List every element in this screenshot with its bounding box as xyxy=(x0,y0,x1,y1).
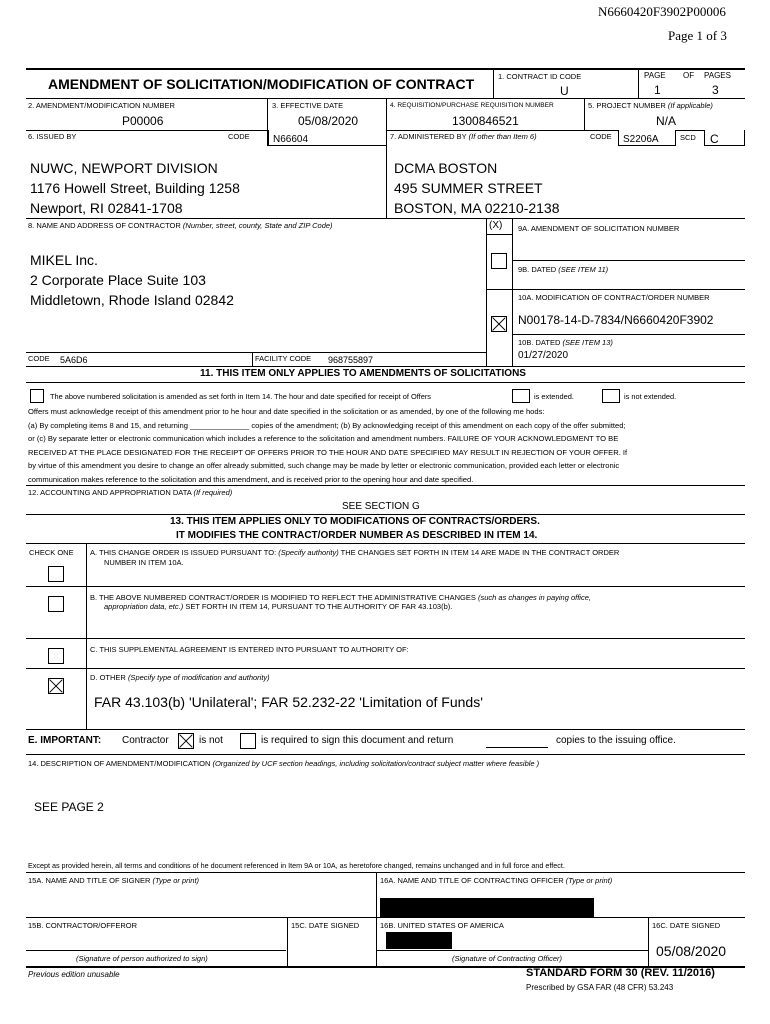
redacted-officer-name xyxy=(380,898,594,918)
of-label: OF xyxy=(683,71,695,80)
contract-id-value: U xyxy=(560,84,569,98)
issued-code-value: N66604 xyxy=(273,134,309,145)
item-10b-value: 01/27/2020 xyxy=(518,350,569,361)
item-10a-label: 10A. MODIFICATION OF CONTRACT/ORDER NUMBER xyxy=(518,293,710,302)
scd-label: SCD xyxy=(680,133,696,142)
amendment-number-label: 2. AMENDMENT/MODIFICATION NUMBER xyxy=(28,101,175,110)
document-id: N6660420F3902P00006 xyxy=(598,4,726,19)
instruction-line: (a) By completing items 8 and 15, and returning ______________ copies of the amendment; (b) By acknowledging receipt of this amendment on each copy of the offer submitted; xyxy=(28,420,626,430)
project-number-label: 5. PROJECT NUMBER xyxy=(588,101,666,110)
admin-address-line: BOSTON, MA 02210-2138 xyxy=(394,200,560,216)
issuer-address-line: NUWC, NEWPORT DIVISION xyxy=(30,160,218,176)
instruction-line: RECEIVED AT THE PLACE DESIGNATED FOR THE RECEIPT OF OFFERS PRIOR TO THE HOUR AND DATE SPECIFIED MAY RESULT IN REJECTION OF YOUR OFFER. If xyxy=(28,447,628,457)
item-16a-label: 16A. NAME AND TITLE OF CONTRACTING OFFICER xyxy=(380,876,564,885)
item-14-qualifier: (Organized by UCF section headings, including solicitation/contract subject matter where feasible ) xyxy=(212,759,540,768)
is-extended-checkbox[interactable] xyxy=(512,389,530,403)
contractor-address-line: 2 Corporate Place Suite 103 xyxy=(30,272,206,288)
instruction-line: by virtue of this amendment you desire to change an offer already submitted, such change may be made by letter or electronic communication, provided each letter or electronic xyxy=(28,461,620,471)
item-16c-value: 05/08/2020 xyxy=(656,943,727,959)
item-13a-text: A. THIS CHANGE ORDER IS ISSUED PURSUANT TO: xyxy=(90,548,277,557)
item-13b-text-2: SET FORTH IN ITEM 14, PURSUANT TO THE AUTHORITY OF FAR 43.103(b). xyxy=(185,602,453,611)
item-9b-label: 9B. DATED xyxy=(518,265,557,274)
copies-label: copies to the issuing office. xyxy=(556,735,676,746)
item-16c-label: 16C. DATE SIGNED xyxy=(652,921,721,930)
project-number-qualifier: (If applicable) xyxy=(667,101,713,110)
item-13c-text: C. THIS SUPPLEMENTAL AGREEMENT IS ENTERED INTO PURSUANT TO AUTHORITY OF: xyxy=(90,645,409,654)
item-13d-value: FAR 43.103(b) 'Unilateral'; FAR 52.232-22 'Limitation of Funds' xyxy=(94,694,483,710)
contractor-label: 8. NAME AND ADDRESS OF CONTRACTOR xyxy=(28,221,181,230)
administered-by-qualifier: (If other than Item 6) xyxy=(468,132,537,141)
item-13b-qualifier: (such as changes in paying office, xyxy=(478,593,591,602)
facility-code-value: 968755897 xyxy=(328,355,374,365)
form-title: AMENDMENT OF SOLICITATION/MODIFICATION OF CONTRACT xyxy=(48,76,475,92)
item-13a-checkbox[interactable] xyxy=(48,566,64,582)
effective-date-label: 3. EFFECTIVE DATE xyxy=(272,101,344,110)
instruction-line: communication makes reference to the solicitation and this amendment, and is received prior to the opening hour and date specified. xyxy=(28,474,474,484)
item-15a-qualifier: (Type or print) xyxy=(152,876,200,885)
item-16a-qualifier: (Type or print) xyxy=(565,876,613,885)
is-required-checkbox[interactable] xyxy=(240,733,256,749)
except-provided-text: Except as provided herein, all terms and conditions of he document referenced in Item 9A or 10A, as heretofore changed, remains unchanged and in full force and effect. xyxy=(28,861,565,870)
amendment-number-value: P00006 xyxy=(122,114,164,128)
item-11-instructions xyxy=(28,405,627,487)
item-13-title-2: IT MODIFIES THE CONTRACT/ORDER NUMBER AS DESCRIBED IN ITEM 14. xyxy=(176,530,538,541)
item-15b-label: 15B. CONTRACTOR/OFFEROR xyxy=(28,921,138,930)
redacted-officer-signature xyxy=(386,932,452,949)
item-12-value: SEE SECTION G xyxy=(342,501,420,512)
item-10b-qualifier: (SEE ITEM 13) xyxy=(562,338,613,347)
is-required-label: is required to sign this document and return xyxy=(261,735,454,746)
issued-by-label: 6. ISSUED BY xyxy=(28,132,77,141)
admin-address-line: 495 SUMMER STREET xyxy=(394,180,543,196)
item-15a-label: 15A. NAME AND TITLE OF SIGNER xyxy=(28,876,151,885)
item-9-checkbox[interactable] xyxy=(491,253,507,269)
previous-edition-note: Previous edition unusable xyxy=(28,970,120,979)
item-13b-qualifier-2: appropriation data, etc.) xyxy=(104,602,184,611)
page-indicator: Page 1 of 3 xyxy=(668,28,727,43)
instruction-line: Offers must acknowledge receipt of this amendment prior to he hour and date specified in the solicitation or as amended, by one of the following me hods: xyxy=(28,407,545,416)
standard-form-number: STANDARD FORM 30 (REV. 11/2016) xyxy=(526,967,715,979)
requisition-label: 4. REQUISITION/PURCHASE REQUISITION NUMBER xyxy=(390,102,554,109)
administered-by-label: 7. ADMINISTERED BY xyxy=(390,132,467,141)
item-10b-label: 10B. DATED xyxy=(518,338,561,347)
item-9b-qualifier: (SEE ITEM 11) xyxy=(558,265,609,274)
contractor-address-line: Middletown, Rhode Island 02842 xyxy=(30,292,234,308)
issuer-address-line: 1176 Howell Street, Building 1258 xyxy=(30,180,240,196)
admin-address xyxy=(394,158,560,218)
item-13a-text-3: NUMBER IN ITEM 10A. xyxy=(104,558,184,567)
item-13b-text: B. THE ABOVE NUMBERED CONTRACT/ORDER IS MODIFIED TO REFLECT THE ADMINISTRATIVE CHANGES xyxy=(90,593,476,602)
page-value: 1 xyxy=(654,83,661,97)
item-11-title: 11. THIS ITEM ONLY APPLIES TO AMENDMENTS OF SOLICITATIONS xyxy=(200,368,526,379)
item-13a-qualifier: (Specify authority) xyxy=(278,548,339,557)
item-13-title-1: 13. THIS ITEM APPLIES ONLY TO MODIFICATIONS OF CONTRACTS/ORDERS. xyxy=(170,516,540,527)
issuer-address xyxy=(30,158,240,218)
contractor-address xyxy=(30,250,234,310)
important-contractor: Contractor xyxy=(122,735,169,746)
facility-code-label: FACILITY CODE xyxy=(255,354,312,363)
item-12-qualifier: (If required) xyxy=(193,488,233,497)
signature-officer-caption: (Signature of Contracting Officer) xyxy=(452,954,563,963)
item-13d-qualifier: (Specify type of modification and authority) xyxy=(127,673,270,682)
contractor-code-label: CODE xyxy=(28,354,50,363)
item-16b-label: 16B. UNITED STATES OF AMERICA xyxy=(380,921,504,930)
item-12-label: 12. ACCOUNTING AND APPROPRIATION DATA xyxy=(28,488,192,497)
item-13b-checkbox[interactable] xyxy=(48,596,64,612)
contractor-qualifier: (Number, street, county, State and ZIP Code) xyxy=(182,221,333,230)
item-14-label: 14. DESCRIPTION OF AMENDMENT/MODIFICATION xyxy=(28,759,211,768)
item-13d-text: D. OTHER xyxy=(90,673,126,682)
instruction-line: or (c) By separate letter or electronic communication which includes a reference to the solicitation and amendment numbers. FAILURE OF YOUR ACKNOWLEDGMENT TO BE xyxy=(28,434,619,444)
pages-value: 3 xyxy=(712,83,719,97)
item-10a-value: N00178-14-D-7834/N6660420F3902 xyxy=(518,313,714,327)
x-column-label: (X) xyxy=(489,220,503,231)
check-one-label: CHECK ONE xyxy=(29,548,74,557)
requisition-value: 1300846521 xyxy=(452,114,519,128)
item-9a-label: 9A. AMENDMENT OF SOLICITATION NUMBER xyxy=(518,224,680,233)
prescribed-by-note: Prescribed by GSA FAR (48 CFR) 53.243 xyxy=(526,983,674,992)
is-not-extended-checkbox[interactable] xyxy=(602,389,620,403)
page-label: PAGE xyxy=(644,71,666,80)
contract-id-label: 1. CONTRACT ID CODE xyxy=(498,72,582,81)
effective-date-value: 05/08/2020 xyxy=(298,114,359,128)
solicitation-amended-checkbox[interactable] xyxy=(30,389,44,403)
issuer-address-line: Newport, RI 02841-1708 xyxy=(30,200,183,216)
item-14-value: SEE PAGE 2 xyxy=(34,800,104,814)
item-15c-label: 15C. DATE SIGNED xyxy=(291,921,360,930)
contractor-code-value: 5A6D6 xyxy=(60,355,88,365)
item-10-checkbox-checked[interactable] xyxy=(491,316,507,332)
item-13c-checkbox[interactable] xyxy=(48,648,64,664)
project-number-value: N/A xyxy=(656,114,677,128)
item-13d-checkbox-checked[interactable] xyxy=(48,678,64,694)
admin-code-label: CODE xyxy=(590,132,612,141)
is-not-extended-label: is not extended. xyxy=(624,392,677,401)
signature-person-caption: (Signature of person authorized to sign) xyxy=(76,954,208,963)
admin-address-line: DCMA BOSTON xyxy=(394,160,498,176)
scd-value: C xyxy=(710,132,719,146)
is-not-label: is not xyxy=(199,735,223,746)
is-extended-label: is extended. xyxy=(534,392,574,401)
important-label: E. IMPORTANT: xyxy=(28,735,102,746)
admin-code-value: S2206A xyxy=(623,134,659,145)
contractor-address-line: MIKEL Inc. xyxy=(30,252,98,268)
pages-label: PAGES xyxy=(704,71,731,80)
item-11-line-1: The above numbered solicitation is amended as set forth in Item 14. The hour and date specified for receipt of Offers xyxy=(50,392,431,401)
is-not-checkbox-checked[interactable] xyxy=(178,733,194,749)
item-13a-text-2: THE CHANGES SET FORTH IN ITEM 14 ARE MADE IN THE CONTRACT ORDER xyxy=(340,548,620,557)
issued-code-label: CODE xyxy=(228,132,250,141)
